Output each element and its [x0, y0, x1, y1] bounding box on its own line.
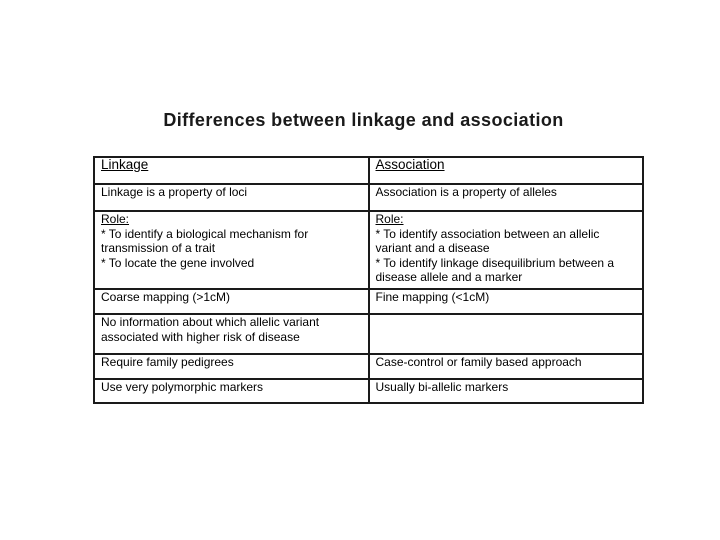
- cell-linkage-role: [94, 211, 369, 289]
- cell-association-property: Association is a property of alleles: [369, 184, 644, 211]
- cell-association-information: [369, 314, 644, 354]
- cell-linkage-mapping: Coarse mapping (>1cM): [94, 289, 369, 314]
- table-row: [94, 379, 643, 403]
- cell-linkage-property: Linkage is a property of loci: [94, 184, 369, 211]
- role-line: * To locate the gene involved: [101, 255, 255, 270]
- role-line: variant and a disease: [375, 241, 490, 255]
- cell-linkage-markers: Use very polymorphic markers: [94, 379, 369, 403]
- table-row: [94, 184, 643, 211]
- info-line: associated with higher risk of disease: [101, 329, 300, 344]
- role-label: Role:: [375, 212, 404, 226]
- header-association-label: Association: [375, 157, 445, 172]
- cell-association-study-design: Case-control or family based approach: [369, 354, 644, 379]
- header-linkage: [94, 157, 369, 184]
- role-line: * To identify a biological mechanism for: [101, 226, 309, 241]
- role-line: transmission of a trait: [101, 241, 216, 255]
- table-header-row: [94, 157, 643, 184]
- slide-title: Differences between linkage and association: [163, 110, 564, 130]
- cell-linkage-study-design: Require family pedigrees: [94, 354, 369, 379]
- header-association: [369, 157, 644, 184]
- cell-association-markers: Usually bi-allelic markers: [369, 379, 644, 403]
- table-row: [94, 314, 643, 354]
- role-line: * To identify linkage disequilibrium between a: [375, 255, 615, 270]
- role-line: disease allele and a marker: [375, 270, 523, 284]
- comparison-table: [93, 156, 644, 404]
- role-line: * To identify association between an allelic: [375, 226, 600, 241]
- table-row: [94, 354, 643, 379]
- table-row: [94, 289, 643, 314]
- role-label: Role:: [101, 212, 130, 226]
- table-row: [94, 211, 643, 289]
- cell-linkage-information: [94, 314, 369, 354]
- cell-association-mapping: Fine mapping (<1cM): [369, 289, 644, 314]
- info-line: No information about which allelic variant: [101, 315, 320, 329]
- header-linkage-label: Linkage: [101, 157, 149, 172]
- cell-association-role: [369, 211, 644, 289]
